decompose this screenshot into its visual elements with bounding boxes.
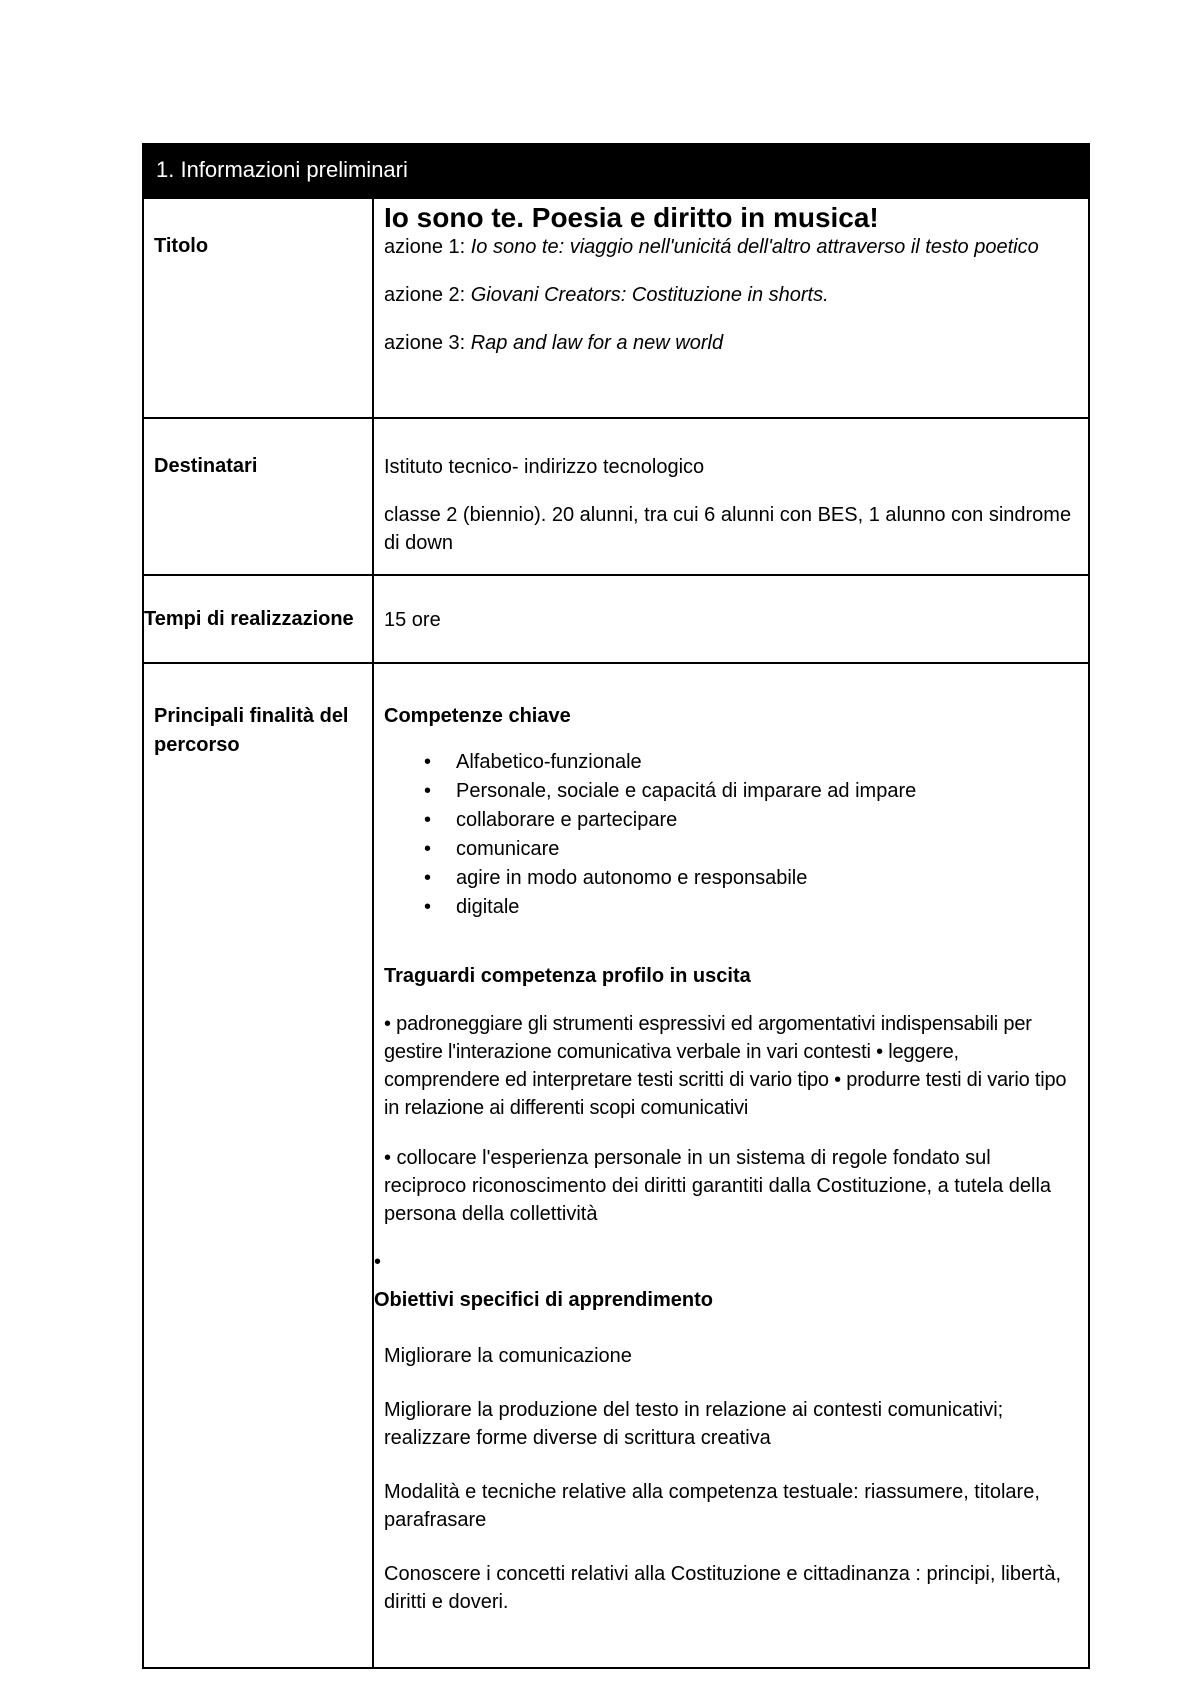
row-tempi bbox=[143, 575, 1089, 663]
azione-1-prefix: azione 1: bbox=[384, 236, 471, 258]
label-destinatari bbox=[143, 418, 373, 575]
label-tempi bbox=[143, 575, 373, 663]
list-item: • comunicare bbox=[424, 835, 1078, 864]
value-destinatari bbox=[373, 418, 1089, 575]
list-item: • digitale bbox=[424, 893, 1078, 922]
obiettivo-1: Migliorare la comunicazione bbox=[384, 1345, 632, 1367]
competenze-heading: Competenze chiave bbox=[384, 705, 571, 727]
traguardi-p1: • padroneggiare gli strumenti espressivi ed argomentativi indispensabili per gestire l'interazione comunicativa verbale in vari contesti • leggere, comprendere ed interpretare testi scritti di vario tipo • produrre testi di vario tipo in relazione ai differenti scopi comunicativi bbox=[384, 1013, 1067, 1119]
traguardi-p2: • collocare l'esperienza personale in un sistema di regole fondato sul reciproco riconoscimento dei diritti garantiti dalla Costituzione, a tutela della persona della collettività bbox=[384, 1147, 1052, 1225]
value-finalita bbox=[373, 663, 1089, 1668]
obiettivi-heading: Obiettivi specifici di apprendimento bbox=[374, 1289, 713, 1311]
row-finalita bbox=[143, 663, 1089, 1668]
azione-1 bbox=[384, 233, 1078, 261]
info-table bbox=[142, 197, 1090, 1669]
value-tempi bbox=[373, 575, 1089, 663]
section-header: 1. Informazioni preliminari bbox=[142, 143, 1090, 197]
stray-bullet: • bbox=[374, 1251, 382, 1273]
obiettivo-2: Migliorare la produzione del testo in relazione ai contesti comunicativi; realizzare forme diverse di scrittura creativa bbox=[384, 1399, 1004, 1449]
azione-1-text: Io sono te: viaggio nell'unicitá dell'altro attraverso il testo poetico bbox=[470, 236, 1039, 258]
azione-2-prefix: azione 2: bbox=[384, 284, 471, 306]
label-finalita-text: Principali finalità del percorso bbox=[154, 705, 349, 756]
main-title: Io sono te. Poesia e diritto in musica! bbox=[384, 202, 879, 233]
label-tempi-text: Tempi di realizzazione bbox=[144, 608, 354, 630]
destinatari-line2: classe 2 (biennio). 20 alunni, tra cui 6 alunni con BES, 1 alunno con sindrome di down bbox=[384, 504, 1072, 554]
list-item: • agire in modo autonomo e responsabile bbox=[424, 864, 1078, 893]
azione-3-text: Rap and law for a new world bbox=[470, 332, 724, 354]
row-destinatari bbox=[143, 418, 1089, 575]
azione-3 bbox=[384, 329, 1078, 357]
azione-3-prefix: azione 3: bbox=[384, 332, 471, 354]
label-destinatari-text: Destinatari bbox=[154, 455, 258, 477]
azione-2-text: Giovani Creators: Costituzione in shorts. bbox=[470, 284, 829, 306]
competenze-list bbox=[384, 748, 1078, 922]
obiettivo-3: Modalità e tecniche relative alla competenza testuale: riassumere, titolare, parafrasare bbox=[384, 1481, 1040, 1531]
label-titolo-text: Titolo bbox=[154, 235, 209, 257]
document bbox=[142, 143, 1090, 1669]
destinatari-line1: Istituto tecnico- indirizzo tecnologico bbox=[384, 456, 705, 478]
obiettivo-4: Conoscere i concetti relativi alla Costituzione e cittadinanza : principi, libertà, diritti e doveri. bbox=[384, 1563, 1062, 1613]
list-item: • collaborare e partecipare bbox=[424, 806, 1078, 835]
list-item: • Personale, sociale e capacitá di imparare ad impare bbox=[424, 777, 1078, 806]
value-titolo bbox=[373, 198, 1089, 418]
list-item: • Alfabetico-funzionale bbox=[424, 748, 1078, 777]
tempi-value: 15 ore bbox=[384, 609, 441, 631]
traguardi-heading: Traguardi competenza profilo in uscita bbox=[384, 965, 751, 987]
label-finalita bbox=[143, 663, 373, 1668]
row-titolo bbox=[143, 198, 1089, 418]
label-titolo bbox=[143, 198, 373, 418]
azione-2 bbox=[384, 281, 1078, 309]
